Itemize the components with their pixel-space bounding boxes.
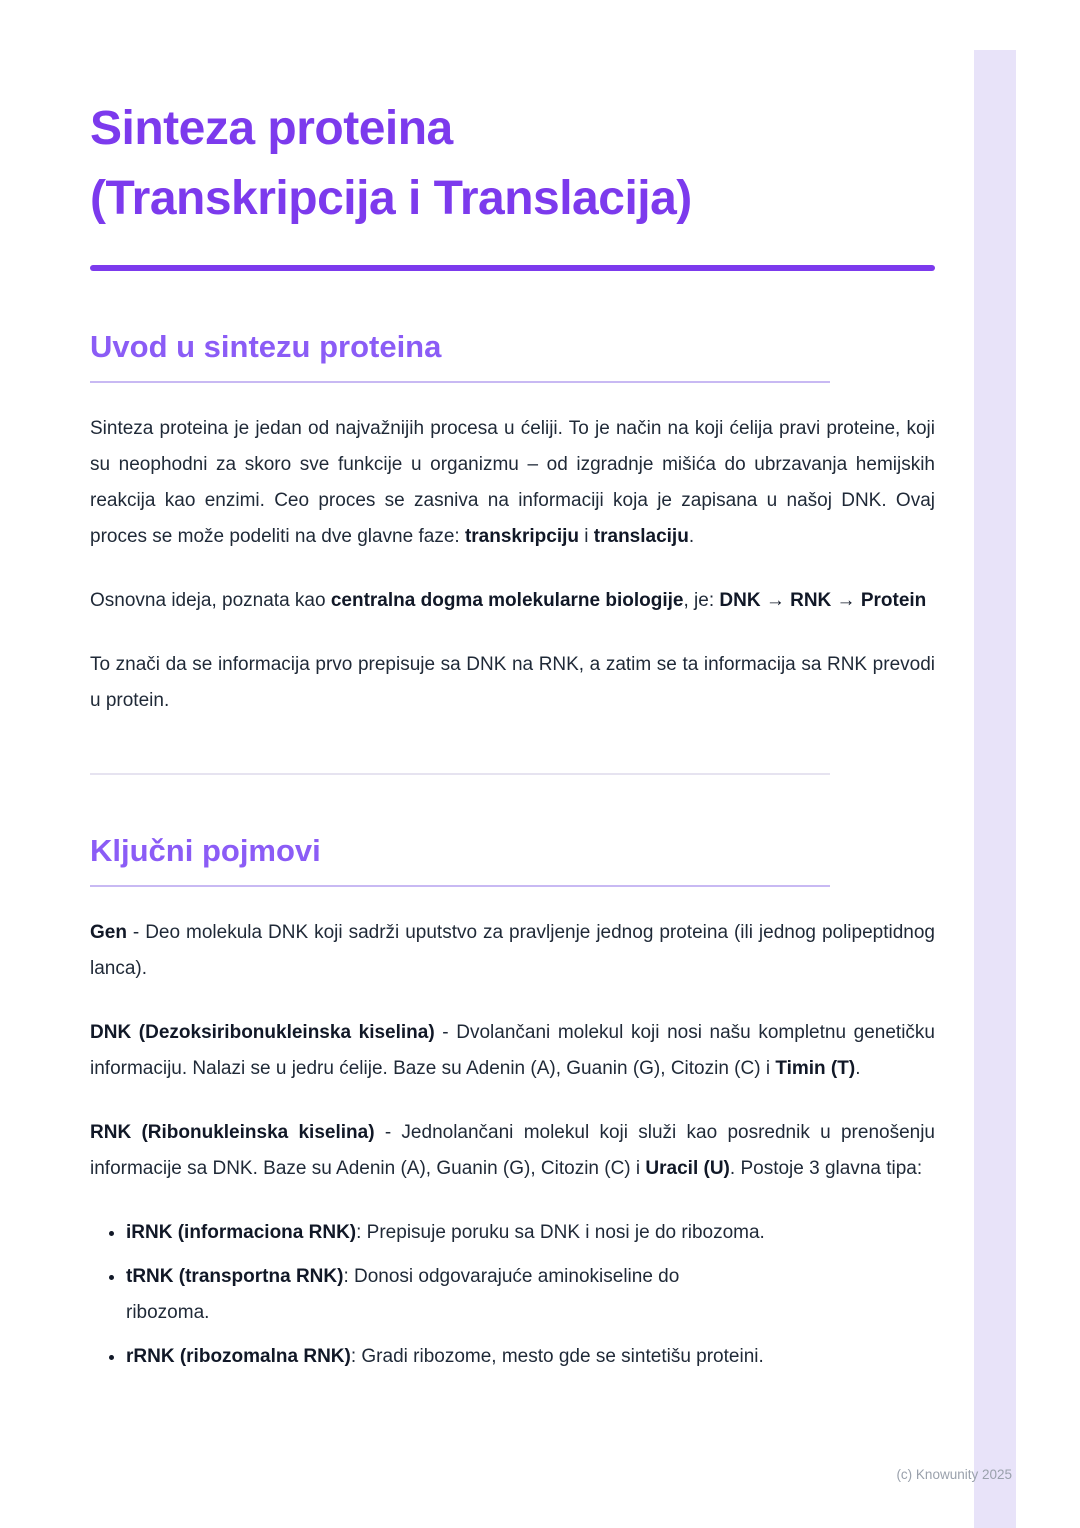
title-rule (90, 265, 935, 271)
list-item-irnk: • iRNK (informaciona RNK): Prepisuje poruku sa DNK i nosi je do ribozoma. (126, 1215, 935, 1251)
page-title-line-2: (Transkripcija i Translacija) (90, 171, 692, 225)
footer-copyright: (c) Knowunity 2025 (896, 1467, 1012, 1482)
document-content (90, 0, 935, 1375)
paragraph-dnk: DNK (Dezoksiribonukleinska kiselina) - Dvolančani molekul koji nosi našu kompletnu genetičku informaciju. Nalazi se u jedru ćelije. Baze su Adenin (A), Guanin (G), Citozin (C) i Timin (T). (90, 1022, 935, 1080)
paragraph-rnk: RNK (Ribonukleinska kiselina) - Jednolančani molekul koji služi kao posrednik u prenošenju informacije sa DNK. Baze su Adenin (A), Guanin (G), Citozin (C) i Uracil (U). Postoje 3 glavna tipa: (90, 1122, 935, 1180)
section-heading-kljucni-pojmovi: Ključni pojmovi (90, 833, 830, 887)
rnk-types-list (90, 1215, 935, 1375)
paragraph-centralna-dogma: Osnovna ideja, poznata kao centralna dogma molekularne biologije, je: DNK → RNK → Protein (90, 590, 927, 612)
side-accent-strip (974, 50, 1016, 1528)
list-item-trnk: • tRNK (transportna RNK): Donosi odgovarajuće aminokiseline do ribozoma. (126, 1259, 935, 1331)
section-kljucni-pojmovi (90, 833, 935, 1375)
paragraph-gen: Gen - Deo molekula DNK koji sadrži uputstvo za pravljenje jednog proteina (ili jednog polipeptidnog lanca). (90, 922, 935, 980)
section-divider (90, 773, 830, 775)
section-uvod-u-sintezu-proteina (90, 329, 935, 719)
page-title-line-1: Sinteza proteina (90, 102, 453, 155)
paragraph-intro: Sinteza proteina je jedan od najvažnijih procesa u ćeliji. To je način na koji ćelija pravi proteine, koji su neophodni za skoro sve funkcije u organizmu – od izgradnje mišića do ubrzavanja hemijskih reakcija kao enzimi. Ceo proces se zasniva na informaciji koja je zapisana u našoj DNK. Ovaj proces se može podeliti na dve glavne faze: transkripciju i translaciju. (90, 418, 935, 548)
list-item-rrnk: • rRNK (ribozomalna RNK): Gradi ribozome, mesto gde se sintetišu proteini. (126, 1339, 935, 1375)
section-heading-uvod: Uvod u sintezu proteina (90, 329, 830, 383)
page-title (90, 94, 935, 233)
paragraph-objasnjenje: To znači da se informacija prvo prepisuje sa DNK na RNK, a zatim se ta informacija sa RNK prevodi u protein. (90, 654, 935, 712)
